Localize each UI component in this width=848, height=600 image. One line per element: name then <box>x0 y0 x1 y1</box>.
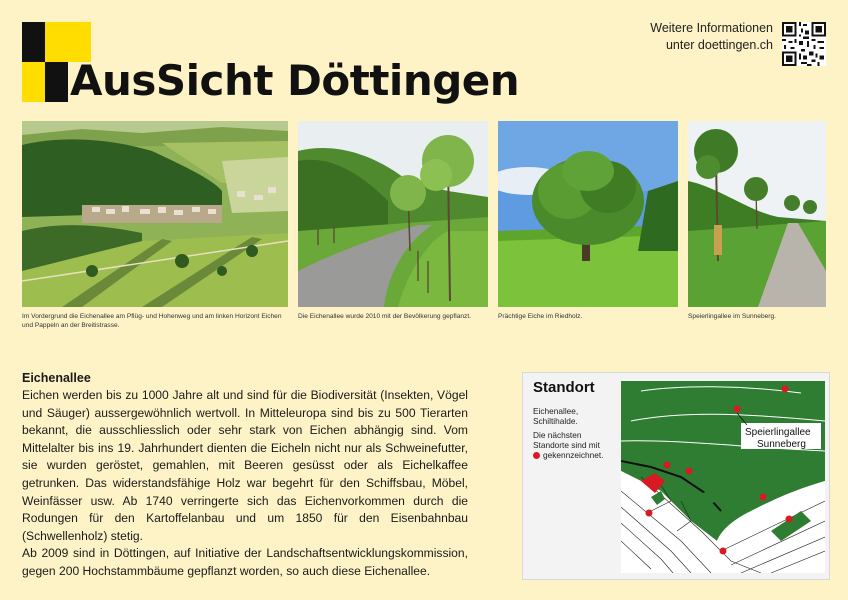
marker-dot-icon <box>533 452 540 459</box>
map-label-line-2: Sunneberg <box>757 439 806 450</box>
photo-oak-riedholz <box>498 121 678 307</box>
map-marker[interactable] <box>646 510 653 517</box>
map-marker[interactable] <box>686 468 693 475</box>
map-label-line-1: Speierlingallee <box>745 427 811 438</box>
standort-legend-tail: gekennzeichnet. <box>543 450 604 460</box>
photo-caption-2: Die Eichenallee wurde 2010 mit der Bevölkerung gepflanzt. <box>298 313 472 320</box>
article-paragraph-2: Ab 2009 sind in Döttingen, auf Initiative der Landschaftsentwicklungskommission, gegen 200 Hochstammbäume gepflanzt worden, so auch diese Eichenallee. <box>22 546 468 578</box>
photo-aerial-village <box>22 121 288 307</box>
standort-title: Standort <box>533 379 595 396</box>
map-marker[interactable] <box>786 516 793 523</box>
map-marker[interactable] <box>734 406 741 413</box>
map-marker[interactable] <box>760 494 767 501</box>
info-line-2[interactable]: unter doettingen.ch <box>665 38 773 52</box>
qr-code-icon[interactable] <box>782 22 826 66</box>
photo-caption-4: Speierlingallee im Sunneberg. <box>688 313 776 320</box>
location-map[interactable] <box>621 381 825 573</box>
page-title: AusSicht Döttingen <box>70 56 520 105</box>
photo-caption-1: Im Vordergrund die Eichenallee am Pflüg- und Hohenweg und am linken Horizont Eichen und Pappeln an der Breitistrasse. <box>22 313 282 329</box>
info-line-1: Weitere Informationen <box>650 21 773 35</box>
map-marker[interactable] <box>664 462 671 469</box>
standort-legend-text: Die nächsten Standorte sind mit <box>533 430 600 450</box>
map-marker[interactable] <box>782 386 789 393</box>
standort-box <box>522 372 830 580</box>
map-marker[interactable] <box>720 548 727 555</box>
photo-eichenallee-path <box>298 121 488 307</box>
photo-caption-3: Prächtige Eiche im Riedholz. <box>498 313 583 320</box>
standort-text <box>533 406 619 464</box>
info-text <box>650 20 773 54</box>
standort-location: Eichenallee, Schiltihalde. <box>533 406 579 426</box>
photo-speierlingallee <box>688 121 826 307</box>
standort-legend <box>533 430 619 460</box>
article-heading: Eichenallee <box>22 371 91 385</box>
article-paragraph-1: Eichen werden bis zu 1000 Jahre alt und sind für die Biodiversität (Insekten, Vögel und Säuger) aussergewöhnlich wertvoll. In Mitteleuropa sind bis zu 500 Tierarten bekannt, die ausschliesslich oder sehr stark von Eichen abhängig sind. Vom Mittelalter bis ins 19. Jahrhundert dienten die Eicheln nicht nur als Schweinefutter, sie wurden geröstet, gemahlen, mit Beeren gesüsst oder als Eichelkaffee getrunken. Das widerstandsfähige Holz war begehrt für den Schiffsbau, Möbel, Weinfässer usw. Ab 1740 verringerte sich das Eichenvorkommen durch die Rodungen für den Kartoffelanbau und um 1850 für den Eisenbahnbau (Schwellenholz) stetig. <box>22 388 468 543</box>
article <box>22 370 468 581</box>
